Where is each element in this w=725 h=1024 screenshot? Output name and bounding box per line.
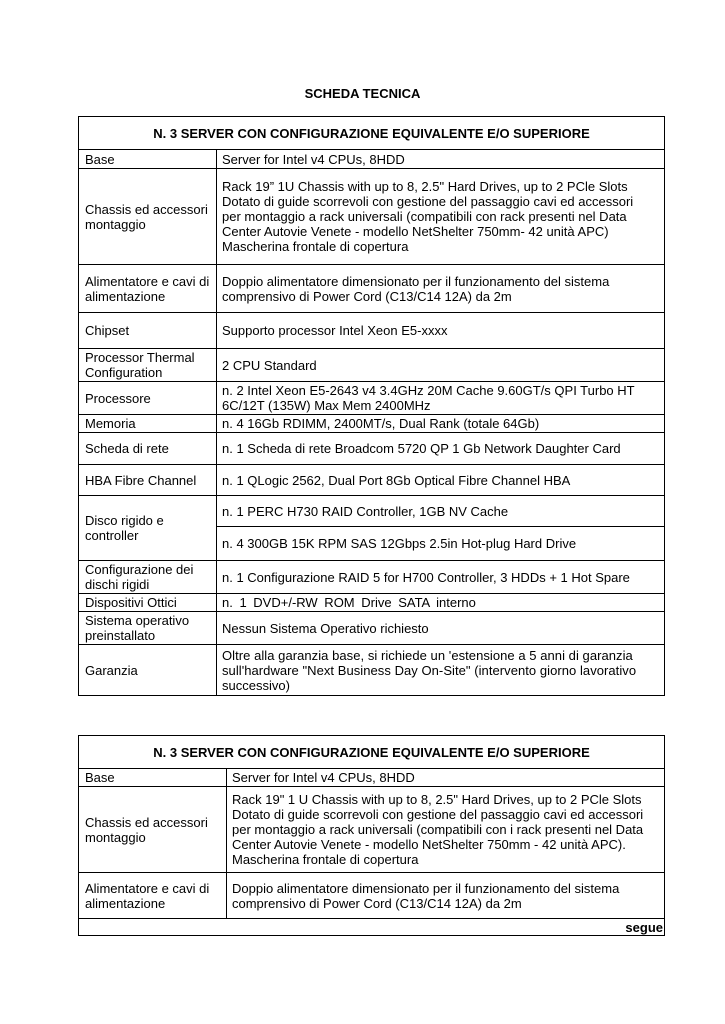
row-value bbox=[217, 527, 665, 561]
table-row bbox=[79, 349, 665, 382]
row-label: Alimentatore e cavi di alimentazione bbox=[79, 265, 217, 313]
row-value bbox=[217, 561, 665, 594]
value-line: n. 4 300GB 15K RPM SAS 12Gbps 2.5in Hot-plug Hard Drive bbox=[222, 536, 577, 551]
value-line: Mascherina frontale di copertura bbox=[232, 852, 419, 867]
row-label: Chassis ed accessori montaggio bbox=[79, 787, 227, 873]
value-line: Supporto processor Intel Xeon E5-xxxx bbox=[222, 323, 448, 338]
value-line: Oltre alla garanzia base, si richiede un 'estensione a 5 anni di garanzia bbox=[222, 647, 633, 663]
row-value bbox=[217, 382, 665, 415]
value-line: Dotato di guide scorrevoli con gestione del passaggio cavi ed accessori bbox=[232, 807, 644, 822]
table-row bbox=[79, 594, 665, 612]
value-line: n. 2 Intel Xeon E5-2643 v4 3.4GHz 20M Cache 9.60GT/s QPI Turbo HT bbox=[222, 383, 635, 398]
value-line: Server for Intel v4 CPUs, 8HDD bbox=[232, 770, 415, 785]
row-value bbox=[227, 769, 665, 787]
table-header-row bbox=[79, 736, 665, 769]
table-header: N. 3 SERVER CON CONFIGURAZIONE EQUIVALENTE E/O SUPERIORE bbox=[79, 117, 665, 150]
table-row bbox=[79, 873, 665, 919]
row-label: Sistema operativo preinstallato bbox=[79, 612, 217, 645]
continued-label: segue bbox=[79, 919, 665, 936]
row-value bbox=[217, 313, 665, 349]
row-label: Chassis ed accessori montaggio bbox=[79, 169, 217, 265]
row-value bbox=[217, 415, 665, 433]
table-row bbox=[79, 612, 665, 645]
value-line: Nessun Sistema Operativo richiesto bbox=[222, 620, 429, 636]
row-label: Garanzia bbox=[79, 645, 217, 696]
value-line: Doppio alimentatore dimensionato per il funzionamento del sistema bbox=[222, 273, 610, 289]
row-value bbox=[217, 645, 665, 696]
row-value bbox=[217, 496, 665, 527]
row-label: Memoria bbox=[79, 415, 217, 433]
table-row bbox=[79, 561, 665, 594]
table-header-row bbox=[79, 117, 665, 150]
value-line: sull'hardware "Next Business Day On-Site" (intervento giorno lavorativo bbox=[222, 662, 637, 678]
table-row bbox=[79, 433, 665, 465]
table-row bbox=[79, 787, 665, 873]
value-line: Mascherina frontale di copertura bbox=[222, 239, 409, 254]
value-line: n. 1 DVD+/-RW ROM Drive SATA interno bbox=[222, 595, 476, 610]
table-header: N. 3 SERVER CON CONFIGURAZIONE EQUIVALENTE E/O SUPERIORE bbox=[79, 736, 665, 769]
value-line: 2 CPU Standard bbox=[222, 357, 317, 373]
value-line: comprensivo di Power Cord (C13/C14 12A) da 2m bbox=[222, 288, 512, 304]
page-title: SCHEDA TECNICA bbox=[304, 86, 421, 101]
row-value bbox=[227, 787, 665, 873]
table-row bbox=[79, 150, 665, 169]
table-row bbox=[79, 769, 665, 787]
table-row bbox=[79, 465, 665, 496]
table-footer-row bbox=[79, 919, 665, 936]
row-label: Dispositivi Ottici bbox=[79, 594, 217, 612]
table-row bbox=[79, 645, 665, 696]
row-label: Scheda di rete bbox=[79, 433, 217, 465]
table-row bbox=[79, 415, 665, 433]
table-row bbox=[79, 313, 665, 349]
value-line: Center Autovie Venete - modello NetShelter 750mm- 42 unità APC) bbox=[222, 224, 609, 239]
row-label: Base bbox=[79, 769, 227, 787]
value-line: Doppio alimentatore dimensionato per il funzionamento del sistema bbox=[232, 880, 620, 896]
value-line: 6C/12T (135W) Max Mem 2400MHz bbox=[222, 398, 431, 413]
value-line: Rack 19" 1 U Chassis with up to 8, 2.5" Hard Drives, up to 2 PCle Slots bbox=[232, 792, 642, 807]
value-line: Center Autovie Venete - modello NetShelter 750mm - 42 unità APC). bbox=[232, 837, 626, 852]
value-line: Rack 19” 1U Chassis with up to 8, 2.5" Hard Drives, up to 2 PCle Slots bbox=[222, 179, 628, 194]
table-row bbox=[79, 265, 665, 313]
row-label: HBA Fibre Channel bbox=[79, 465, 217, 496]
row-value bbox=[217, 150, 665, 169]
row-label: Processore bbox=[79, 382, 217, 415]
row-value bbox=[217, 433, 665, 465]
row-value bbox=[217, 465, 665, 496]
row-value bbox=[227, 873, 665, 919]
row-label: Disco rigido e controller bbox=[79, 496, 217, 561]
row-label: Processor Thermal Configuration bbox=[79, 349, 217, 382]
row-label: Alimentatore e cavi di alimentazione bbox=[79, 873, 227, 919]
row-value bbox=[217, 349, 665, 382]
table-row bbox=[79, 169, 665, 265]
row-value bbox=[217, 612, 665, 645]
value-line: per montaggio a rack universali (compatibili con rack presenti nel Data bbox=[222, 209, 627, 224]
value-line: per montaggio a rack universali (compatibili con i rack presenti nel Data bbox=[232, 822, 644, 837]
row-value bbox=[217, 169, 665, 265]
value-line: n. 4 16Gb RDIMM, 2400MT/s, Dual Rank (totale 64Gb) bbox=[222, 416, 540, 431]
spec-table-2 bbox=[78, 735, 665, 936]
row-value bbox=[217, 265, 665, 313]
value-line: successivo) bbox=[222, 677, 290, 693]
row-value bbox=[217, 594, 665, 612]
row-label: Base bbox=[79, 150, 217, 169]
value-line: Dotato di guide scorrevoli con gestione del passaggio cavi ed accessori bbox=[222, 194, 634, 209]
value-line: n. 1 QLogic 2562, Dual Port 8Gb Optical Fibre Channel HBA bbox=[222, 472, 571, 488]
table-row bbox=[79, 496, 665, 527]
table-row bbox=[79, 382, 665, 415]
value-line: n. 1 Configurazione RAID 5 for H700 Controller, 3 HDDs + 1 Hot Spare bbox=[222, 569, 630, 585]
row-label: Configurazione dei dischi rigidi bbox=[79, 561, 217, 594]
value-line: n. 1 Scheda di rete Broadcom 5720 QP 1 Gb Network Daughter Card bbox=[222, 441, 621, 456]
spec-table-1 bbox=[78, 116, 665, 696]
row-label: Chipset bbox=[79, 313, 217, 349]
value-line: Server for Intel v4 CPUs, 8HDD bbox=[222, 151, 405, 167]
value-line: comprensivo di Power Cord (C13/C14 12A) da 2m bbox=[232, 895, 522, 911]
value-line: n. 1 PERC H730 RAID Controller, 1GB NV Cache bbox=[222, 503, 509, 519]
